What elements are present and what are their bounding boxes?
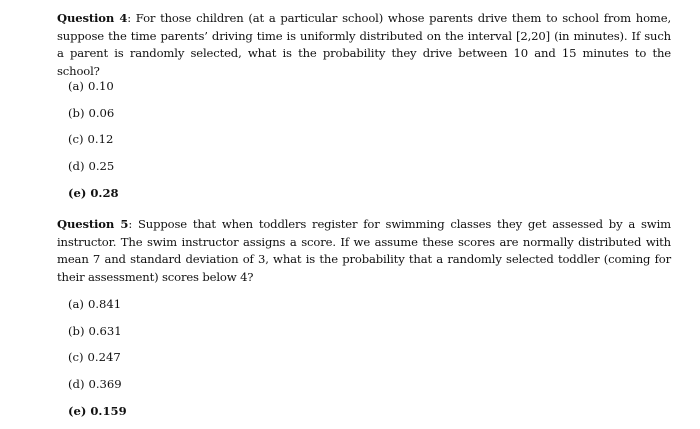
option-value: 0.25: [88, 159, 115, 174]
option-value: 0.06: [88, 105, 115, 120]
option-value: 0.159: [90, 403, 127, 418]
answer-option-b: [68, 323, 127, 350]
question-text: : Suppose that when toddlers register for swimming classes they get assessed by a swim instructor. The swim instructor assigns a score. If we assume these scores are normally distributed with mean 7 and standard deviation of 3, what is the probability that a randomly selected toddler (coming for their assessment) scores below 4?: [57, 217, 671, 284]
answer-options-q4: [68, 78, 119, 211]
option-letter: (c): [68, 132, 84, 147]
option-value: 0.247: [87, 350, 121, 365]
option-letter: (a): [68, 297, 84, 311]
question-5: [57, 216, 671, 286]
option-value: 0.841: [87, 297, 122, 311]
answer-option-a: [68, 78, 119, 105]
option-value: 0.12: [87, 132, 114, 147]
question-4: [57, 10, 671, 80]
question-label: Question 5: [57, 217, 129, 231]
answer-option-c: [68, 131, 119, 158]
option-letter: (d): [68, 159, 85, 174]
option-value: 0.10: [87, 79, 114, 93]
answer-option-c: [68, 349, 127, 376]
answer-option-d: [68, 158, 119, 185]
option-value: 0.631: [88, 323, 122, 338]
question-text: : For those children (at a particular school) whose parents drive them to school from home, suppose the time parents’ driving time is uniformly distributed on the interval [2,20] (in minutes). If such a parent is randomly selected, what is the probability they drive between 10 and 15 minutes to the school?: [57, 11, 671, 78]
option-letter: (b): [68, 105, 85, 120]
option-letter: (b): [68, 323, 85, 338]
answer-options-q5: [68, 296, 127, 429]
answer-option-e: [68, 185, 119, 212]
option-letter: (a): [68, 79, 84, 93]
answer-option-e: [68, 403, 127, 429]
answer-option-d: [68, 376, 127, 403]
option-letter: (e): [68, 185, 87, 200]
option-letter: (d): [68, 377, 85, 392]
option-value: 0.28: [90, 185, 119, 200]
option-value: 0.369: [88, 377, 122, 392]
answer-option-b: [68, 105, 119, 132]
option-letter: (e): [68, 403, 87, 418]
question-label: Question 4: [57, 11, 128, 25]
option-letter: (c): [68, 350, 84, 365]
answer-option-a: [68, 296, 127, 323]
